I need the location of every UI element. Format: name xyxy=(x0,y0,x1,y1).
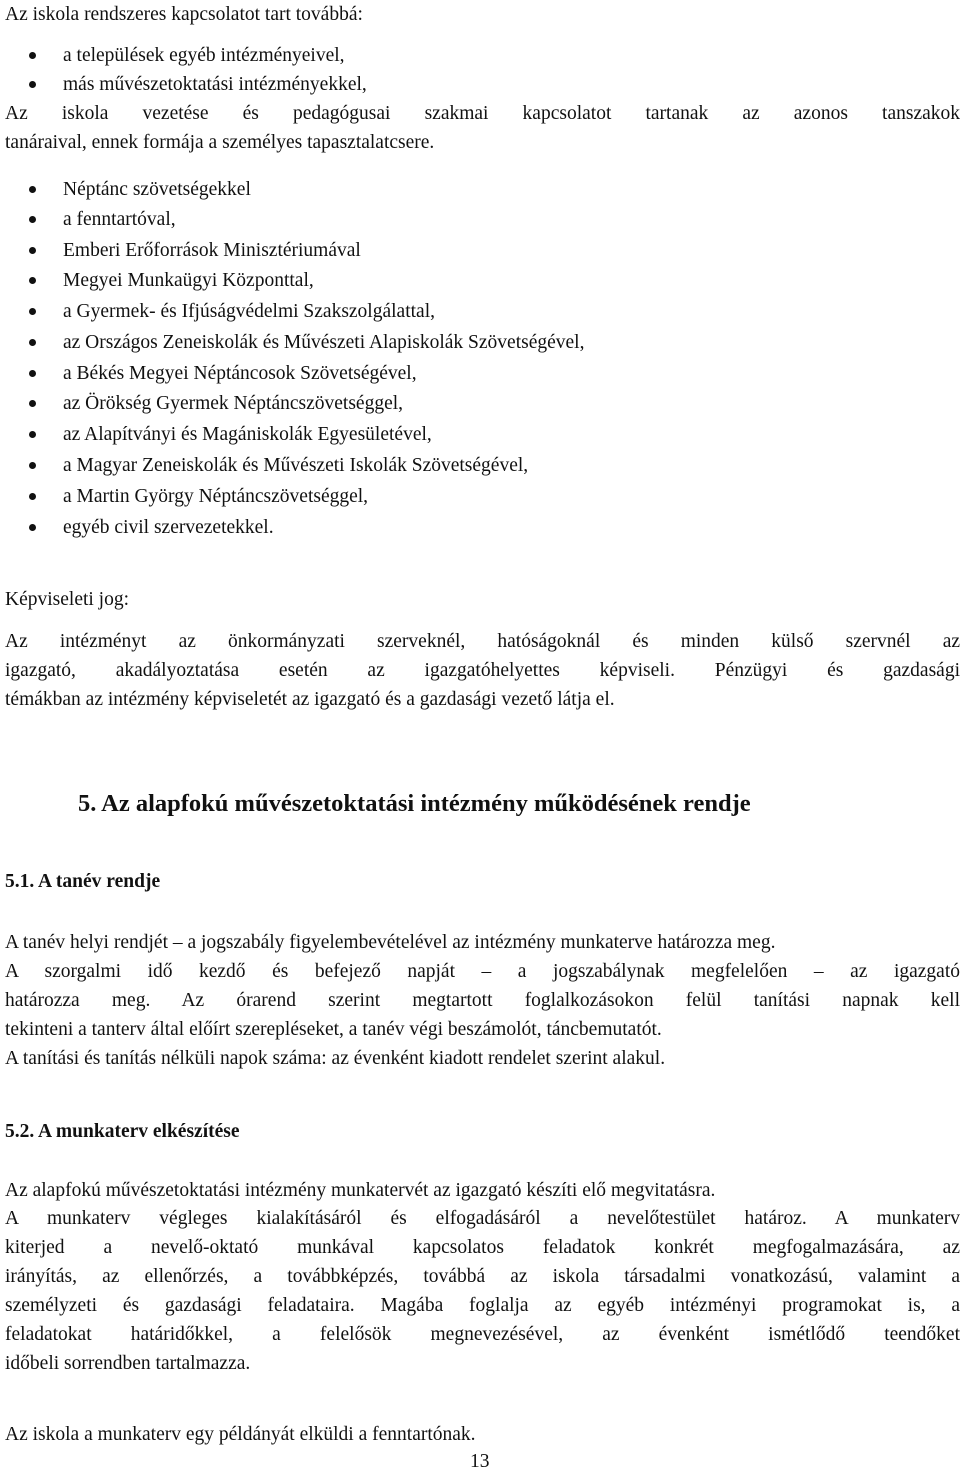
list-item: az Alapítványi és Magániskolák Egyesületével, xyxy=(63,425,432,445)
management-paragraph-line: Az iskola vezetése és pedagógusai szakmai kapcsolatot tartanak az azonos tanszakok xyxy=(5,103,960,124)
section-5-2-heading: 5.2. A munkaterv elkészítése xyxy=(5,1121,240,1142)
list-item: a fenntartóval, xyxy=(63,210,176,230)
work-plan-paragraph-line: Az alapfokú művészetoktatási intézmény munkatervét az igazgató készíti elő megvitatásra. xyxy=(5,1180,716,1201)
list-item: más művészetoktatási intézményekkel, xyxy=(63,75,367,95)
list-item: a települések egyéb intézményeivel, xyxy=(63,46,345,66)
representation-label: Képviseleti jog: xyxy=(5,589,130,610)
list-item: az Országos Zeneiskolák és Művészeti Alapiskolák Szövetségével, xyxy=(63,333,584,353)
school-year-paragraph-line: tekinteni a tanterv által előírt szerepléseket, a tanév végi beszámolót, táncbemutatót. xyxy=(5,1019,662,1040)
list-item: a Gyermek- és Ifjúságvédelmi Szakszolgálattal, xyxy=(63,302,435,322)
bullet-icon xyxy=(29,81,36,88)
bullet-icon xyxy=(29,52,36,59)
bullet-icon xyxy=(29,431,36,438)
work-plan-paragraph-line: kiterjed a nevelő-oktató munkával kapcsolatos feladatok konkrét megfogalmazására, az xyxy=(5,1237,960,1258)
bullet-icon xyxy=(29,308,36,315)
representation-paragraph-line: igazgató, akadályoztatása esetén az igazgatóhelyettes képviseli. Pénzügyi és gazdasági xyxy=(5,660,960,681)
intro-text: Az iskola rendszeres kapcsolatot tart továbbá: xyxy=(5,4,363,25)
work-plan-paragraph-line: feladatokat határidőkkel, a felelősök megnevezésével, az évenként ismétlődő teendőket xyxy=(5,1324,960,1345)
work-plan-paragraph-line: időbeli sorrendben tartalmazza. xyxy=(5,1353,251,1374)
list-item: Néptánc szövetségekkel xyxy=(63,180,251,200)
work-plan-paragraph-line: A munkaterv végleges kialakításáról és elfogadásáról a nevelőtestület határoz. A munkaterv xyxy=(5,1208,960,1229)
list-item: egyéb civil szervezetekkel. xyxy=(63,518,274,538)
list-item: az Örökség Gyermek Néptáncszövetséggel, xyxy=(63,394,403,414)
section-5-heading: 5. Az alapfokú művészetoktatási intézmény működésének rendje xyxy=(78,790,751,817)
list-item: a Martin György Néptáncszövetséggel, xyxy=(63,487,368,507)
school-year-paragraph-line: A tanév helyi rendjét – a jogszabály figyelembevételével az intézmény munkaterve határozza meg. xyxy=(5,932,776,953)
list-item: Megyei Munkaügyi Központtal, xyxy=(63,271,314,291)
bullet-icon xyxy=(29,370,36,377)
bullet-icon xyxy=(29,339,36,346)
section-5-1-heading: 5.1. A tanév rendje xyxy=(5,871,161,892)
school-year-paragraph-line: határozza meg. Az órarend szerint megtartott foglalkozásokon felül tanítási napnak kell xyxy=(5,990,960,1011)
page-number: 13 xyxy=(470,1451,490,1472)
bullet-icon xyxy=(29,493,36,500)
representation-paragraph-line: témákban az intézmény képviseletét az igazgató és a gazdasági vezető látja el. xyxy=(5,689,615,710)
work-plan-paragraph-line: személyzeti és gazdasági feladataira. Magába foglalja az egyéb intézményi programokat is, a xyxy=(5,1295,960,1316)
list-item: Emberi Erőforrások Minisztériumával xyxy=(63,241,361,261)
representation-paragraph-line: Az intézményt az önkormányzati szerveknél, hatóságoknál és minden külső szervnél az xyxy=(5,631,960,652)
list-item: a Magyar Zeneiskolák és Művészeti Iskolák Szövetségével, xyxy=(63,456,528,476)
management-paragraph-line: tanáraival, ennek formája a személyes tapasztalatcsere. xyxy=(5,132,435,153)
school-year-paragraph-line: A szorgalmi idő kezdő és befejező napját – a jogszabálynak megfelelően – az igazgató xyxy=(5,961,960,982)
work-plan-paragraph-line: irányítás, az ellenőrzés, a továbbképzés, továbbá az iskola társadalmi vonatkozású, valamint a xyxy=(5,1266,960,1287)
closing-text: Az iskola a munkaterv egy példányát elküldi a fenntartónak. xyxy=(5,1424,476,1445)
bullet-icon xyxy=(29,277,36,284)
bullet-icon xyxy=(29,400,36,407)
bullet-icon xyxy=(29,186,36,193)
bullet-icon xyxy=(29,524,36,531)
list-item: a Békés Megyei Néptáncosok Szövetségével, xyxy=(63,364,417,384)
bullet-icon xyxy=(29,462,36,469)
bullet-icon xyxy=(29,247,36,254)
school-year-paragraph-line: A tanítási és tanítás nélküli napok száma: az évenként kiadott rendelet szerint alakul. xyxy=(5,1048,666,1069)
bullet-icon xyxy=(29,216,36,223)
